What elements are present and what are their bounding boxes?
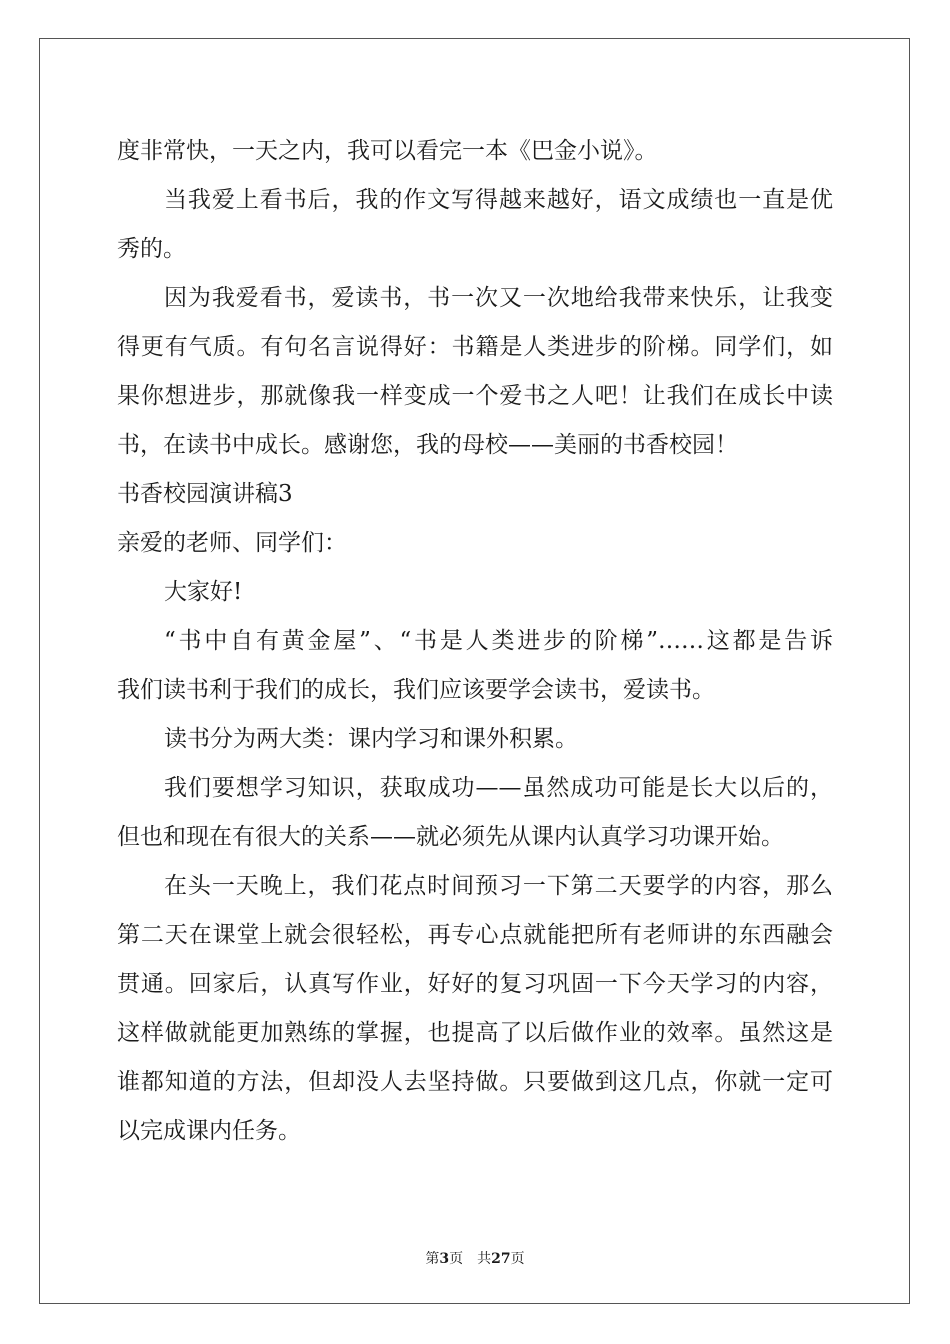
current-page-number: 3 xyxy=(439,1251,450,1267)
paragraph-line: 谁都知道的方法，但却没人去坚持做。只要做到这几点，你就一定可 xyxy=(117,1069,833,1095)
page-prefix: 第 xyxy=(425,1251,440,1267)
paragraph-line: 当我爱上看书后，我的作文写得越来越好，语文成绩也一直是优 xyxy=(164,187,833,213)
total-pages-number: 27 xyxy=(491,1251,511,1267)
paragraph-line: 我们要想学习知识，获取成功——虽然成功可能是长大以后的， xyxy=(164,775,833,801)
total-prefix: 共 xyxy=(477,1251,492,1267)
salutation: 亲爱的老师、同学们： xyxy=(117,530,347,556)
paragraph-line: 果你想进步，那就像我一样变成一个爱书之人吧！让我们在成长中读 xyxy=(117,383,833,409)
paragraph-line: 读书分为两大类：课内学习和课外积累。 xyxy=(164,726,578,752)
paragraph-line: 得更有气质。有句名言说得好：书籍是人类进步的阶梯。同学们，如 xyxy=(117,334,833,360)
paragraph-line: 因为我爱看书，爱读书，书一次又一次地给我带来快乐，让我变 xyxy=(164,285,833,311)
section-title: 书香校园演讲稿3 xyxy=(117,481,293,507)
paragraph-line: 度非常快，一天之内，我可以看完一本《巴金小说》。 xyxy=(117,138,658,164)
paragraph-line: “书中自有黄金屋”、“书是人类进步的阶梯”……这都是告诉 xyxy=(164,628,833,654)
total-unit: 页 xyxy=(510,1251,525,1267)
page-footer xyxy=(0,1248,950,1268)
paragraph-line: 在头一天晚上，我们花点时间预习一下第二天要学的内容，那么 xyxy=(164,873,833,899)
paragraph-line: 贯通。回家后，认真写作业，好好的复习巩固一下今天学习的内容， xyxy=(117,971,833,997)
paragraph-line: 书，在读书中成长。感谢您，我的母校——美丽的书香校园！ xyxy=(117,432,738,458)
paragraph-line: 以完成课内任务。 xyxy=(117,1118,301,1144)
paragraph-line: 我们读书利于我们的成长，我们应该要学会读书，爱读书。 xyxy=(117,677,715,703)
paragraph-line: 第二天在课堂上就会很轻松，再专心点就能把所有老师讲的东西融会 xyxy=(117,922,833,948)
paragraph-line: 但也和现在有很大的关系——就必须先从课内认真学习功课开始。 xyxy=(117,824,784,850)
document-body xyxy=(117,127,833,1156)
greeting: 大家好! xyxy=(164,579,243,605)
page-unit: 页 xyxy=(449,1251,464,1267)
paragraph-line: 这样做就能更加熟练的掌握，也提高了以后做作业的效率。虽然这是 xyxy=(117,1020,833,1046)
paragraph-line: 秀的。 xyxy=(117,236,186,262)
